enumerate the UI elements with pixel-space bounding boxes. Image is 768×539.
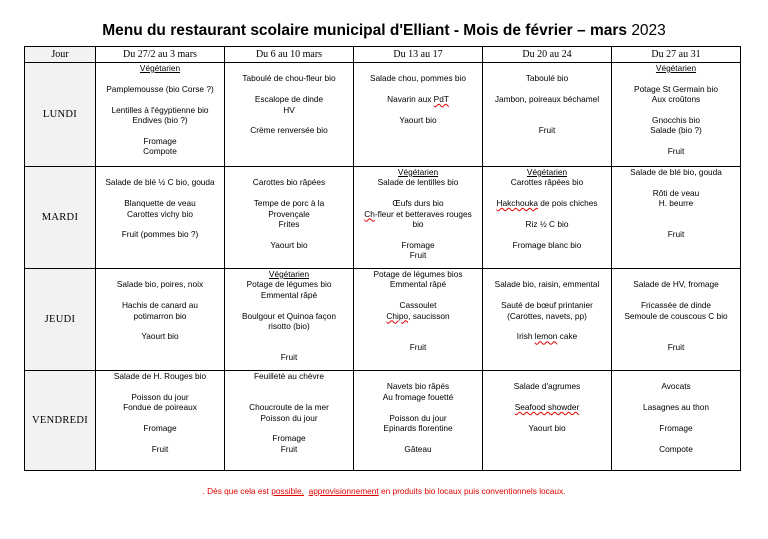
- menu-cell: [225, 269, 354, 371]
- menu-line: Semoule de couscous C bio: [624, 310, 728, 321]
- menu-line: H. beurre: [658, 198, 694, 209]
- footnote: [0, 486, 768, 496]
- menu-line: [225, 392, 353, 402]
- menu-line: [483, 392, 611, 402]
- menu-line: Gâteau: [404, 443, 432, 454]
- menu-line: [483, 63, 611, 73]
- menu-line: Fruit: [667, 341, 685, 352]
- menu-line: Compote: [659, 443, 693, 454]
- menu-line: Fruit: [280, 443, 298, 454]
- header-jour: Jour: [25, 47, 96, 63]
- menu-line: Salade d'agrumes: [513, 381, 581, 392]
- menu-line: Salade de H. Rouges bio: [113, 371, 207, 381]
- menu-line: Salade de lentilles bio: [377, 177, 459, 188]
- menu-line: [225, 381, 353, 391]
- menu-cell: [225, 63, 354, 167]
- menu-line: [612, 413, 740, 423]
- menu-line: Fruit: [409, 341, 427, 352]
- menu-line: [225, 331, 353, 341]
- menu-line: Fromage: [143, 423, 177, 433]
- menu-line: Crème renversée bio: [250, 125, 328, 136]
- menu-line: Carottes bio râpées: [252, 177, 326, 188]
- menu-cell: [225, 167, 354, 269]
- menu-line: [225, 423, 353, 433]
- day-row-jeudi: [25, 269, 741, 371]
- menu-line: [354, 371, 482, 381]
- menu-line: Irish lemon cake: [516, 331, 578, 342]
- menu-cell: [483, 63, 612, 167]
- menu-cell: [96, 63, 225, 167]
- header-week-2: Du 6 au 10 mars: [225, 47, 354, 63]
- menu-line: [225, 188, 353, 198]
- footnote-suffix: en produits bio locaux puis conventionnels locaux.: [378, 486, 566, 496]
- menu-line: Fruit: [280, 352, 298, 363]
- menu-line: [483, 84, 611, 94]
- menu-line: Salade (bio ?): [650, 125, 702, 136]
- menu-cell: [96, 269, 225, 371]
- menu-line: [354, 290, 482, 300]
- menu-line: Yaourt bio: [270, 239, 308, 250]
- menu-line: [612, 321, 740, 331]
- menu-line: Potage de légumes bio: [246, 279, 332, 290]
- menu-line: [96, 433, 224, 443]
- menu-cell: [612, 63, 741, 167]
- menu-line: Fruit: [667, 229, 685, 240]
- menu-line: Potage St Germain bio: [634, 83, 718, 94]
- menu-line: [612, 371, 740, 381]
- menu-line: [96, 188, 224, 198]
- menu-line: Carottes râpées bio: [510, 177, 584, 188]
- menu-line: Taboulé bio: [525, 73, 569, 84]
- menu-line: [612, 136, 740, 146]
- menu-line: Salade chou, pommes bio: [370, 73, 466, 84]
- menu-line: [225, 115, 353, 125]
- menu-line: Navarin aux PdT: [387, 94, 449, 105]
- menu-line: Fruit: [667, 146, 685, 157]
- menu-line: [612, 290, 740, 300]
- menu-line: Fromage: [272, 433, 306, 444]
- menu-line: [483, 105, 611, 115]
- menu-line: Potage de légumes bios: [373, 269, 463, 279]
- menu-cell: [612, 167, 741, 269]
- menu-line: Seafood showder: [514, 402, 580, 413]
- vegetarian-label: Végétarien: [268, 269, 310, 279]
- menu-line: [354, 229, 482, 239]
- day-label: LUNDI: [25, 63, 96, 167]
- menu-cell: [483, 167, 612, 269]
- menu-line: (Carottes, navets, pp): [507, 310, 587, 321]
- menu-line: [483, 229, 611, 239]
- menu-line: Poisson du jour: [389, 412, 447, 423]
- menu-line: [483, 290, 611, 300]
- menu-line: Tempe de porc à la: [253, 198, 325, 209]
- menu-line: risotto (bio): [268, 321, 310, 332]
- menu-cell: [96, 167, 225, 269]
- menu-line: Fruit: [151, 443, 169, 454]
- menu-line: bio: [412, 219, 424, 230]
- page-title: [0, 22, 768, 40]
- menu-line: [354, 402, 482, 412]
- menu-line: [612, 209, 740, 219]
- menu-line: Aux croûtons: [651, 94, 701, 105]
- menu-line: [612, 73, 740, 83]
- menu-line: [354, 188, 482, 198]
- menu-line: Frites: [278, 219, 300, 229]
- menu-line: Gnocchis bio: [652, 115, 700, 125]
- menu-line: [612, 177, 740, 187]
- menu-line: Emmental râpé: [389, 279, 447, 290]
- menu-line: [354, 321, 482, 331]
- title-year: 2023: [631, 22, 666, 39]
- menu-line: Provençale: [268, 208, 310, 219]
- menu-line: [483, 209, 611, 219]
- menu-line: Lasagnes au thon: [643, 402, 709, 413]
- footnote-prefix: . Dès que cela est: [202, 486, 272, 496]
- menu-line: [612, 219, 740, 229]
- menu-line: Compote: [143, 146, 177, 157]
- menu-line: Sauté de bœuf printanier: [501, 300, 593, 311]
- menu-line: [96, 269, 224, 279]
- menu-line: Poisson du jour: [260, 412, 318, 423]
- day-label: JEUDI: [25, 269, 96, 371]
- menu-line: Au fromage fouetté: [382, 391, 454, 402]
- menu-line: [225, 300, 353, 310]
- menu-line: Feuilleté au chèvre: [253, 371, 325, 381]
- menu-line: Rôti de veau: [652, 187, 700, 198]
- menu-cell: [483, 269, 612, 371]
- menu-line: [612, 269, 740, 279]
- menu-line: [96, 321, 224, 331]
- menu-line: [483, 188, 611, 198]
- menu-cell: [354, 371, 483, 471]
- menu-line: [225, 342, 353, 352]
- header-week-5: Du 27 au 31: [612, 47, 741, 63]
- menu-line: Fondue de poireaux: [123, 402, 197, 413]
- menu-line: [354, 63, 482, 73]
- menu-cell: [354, 269, 483, 371]
- menu-cell: [483, 371, 612, 471]
- menu-line: [483, 115, 611, 125]
- menu-line: Riz ½ C bio: [525, 219, 569, 229]
- menu-line: [96, 413, 224, 423]
- menu-line: Ch-fleur et betteraves rouges: [364, 208, 472, 219]
- menu-line: [96, 167, 224, 177]
- menu-line: Blanquette de veau: [124, 198, 196, 209]
- menu-line: Salade de blé ½ C bio, gouda: [105, 177, 215, 188]
- menu-line: [612, 331, 740, 341]
- menu-line: [96, 290, 224, 300]
- menu-line: Fruit: [409, 250, 427, 261]
- menu-line: Yaourt bio: [399, 114, 437, 125]
- header-week-3: Du 13 au 17: [354, 47, 483, 63]
- menu-line: Epinards florentine: [383, 423, 453, 433]
- menu-line: [354, 331, 482, 341]
- menu-line: Salade bio, raisin, emmental: [494, 279, 600, 290]
- menu-line: Lentilles à l'égyptienne bio: [111, 104, 209, 115]
- menu-line: potimarron bio: [133, 310, 187, 321]
- menu-line: Chipo, saucisson: [386, 310, 450, 321]
- footnote-possible: possible,: [271, 486, 304, 496]
- menu-line: [96, 73, 224, 83]
- menu-line: [612, 105, 740, 115]
- vegetarian-label: Végétarien: [526, 167, 568, 177]
- title-main: Menu du restaurant scolaire municipal d'Elliant - Mois de février – mars: [102, 22, 627, 39]
- menu-line: Emmental râpé: [260, 289, 318, 300]
- menu-line: [483, 413, 611, 423]
- header-week-1: Du 27/2 au 3 mars: [96, 47, 225, 63]
- menu-line: Fromage blanc bio: [512, 239, 582, 250]
- menu-line: [483, 371, 611, 381]
- menu-line: Fruit: [538, 125, 556, 136]
- menu-line: [483, 321, 611, 331]
- menu-line: HV: [283, 104, 295, 115]
- footnote-approvisionnement: approvisionnement: [308, 486, 379, 496]
- menu-line: [612, 392, 740, 402]
- menu-line: [96, 125, 224, 135]
- header-week-4: Du 20 au 24: [483, 47, 612, 63]
- menu-line: Taboulé de chou-fleur bio: [242, 73, 336, 84]
- vegetarian-label: Végétarien: [139, 63, 181, 73]
- menu-cell: [96, 371, 225, 471]
- menu-line: Boulgour et Quinoa façon: [241, 310, 337, 321]
- menu-line: Œufs durs bio: [392, 198, 444, 209]
- day-row-lundi: [25, 63, 741, 167]
- menu-line: Poisson du jour: [131, 391, 189, 402]
- menu-line: Fromage: [143, 135, 177, 146]
- menu-line: [612, 433, 740, 443]
- menu-line: Yaourt bio: [528, 422, 566, 433]
- menu-line: [225, 229, 353, 239]
- day-row-vendredi: [25, 371, 741, 471]
- menu-line: Avocats: [661, 381, 691, 392]
- menu-cell: [612, 371, 741, 471]
- menu-line: [483, 269, 611, 279]
- menu-line: [354, 84, 482, 94]
- menu-line: Salade bio, poires, noix: [116, 279, 204, 290]
- menu-line: [225, 167, 353, 177]
- menu-line: Hakchouka de pois chiches: [496, 198, 598, 209]
- menu-line: Endives (bio ?): [132, 115, 188, 125]
- menu-table: [24, 46, 741, 471]
- menu-line: Salade de blé bio, gouda: [630, 167, 722, 177]
- menu-line: Salade de HV, fromage: [633, 279, 719, 290]
- header-row: [25, 47, 741, 63]
- menu-line: [96, 381, 224, 391]
- menu-line: [225, 63, 353, 73]
- vegetarian-label: Végétarien: [397, 167, 439, 177]
- day-row-mardi: [25, 167, 741, 269]
- menu-line: Carottes vichy bio: [127, 208, 193, 219]
- menu-line: Fruit (pommes bio ?): [121, 229, 199, 240]
- menu-line: [96, 219, 224, 229]
- menu-line: Hachis de canard au: [121, 300, 199, 311]
- menu-line: Fromage: [401, 239, 435, 250]
- menu-line: Yaourt bio: [141, 331, 179, 342]
- menu-cell: [225, 371, 354, 471]
- menu-line: Choucroute de la mer: [249, 402, 329, 413]
- menu-line: [354, 433, 482, 443]
- menu-cell: [612, 269, 741, 371]
- menu-line: Pamplemousse (bio Corse ?): [106, 83, 214, 94]
- menu-line: Navets bio râpés: [386, 381, 450, 392]
- menu-line: [225, 84, 353, 94]
- menu-cell: [354, 167, 483, 269]
- vegetarian-label: Végétarien: [655, 63, 697, 73]
- menu-line: Jambon, poireaux béchamel: [494, 94, 600, 105]
- day-label: VENDREDI: [25, 371, 96, 471]
- menu-cell: [354, 63, 483, 167]
- menu-line: Fricassée de dinde: [640, 300, 712, 311]
- menu-line: Escalope de dinde: [254, 94, 324, 105]
- menu-line: [96, 94, 224, 104]
- menu-line: Cassoulet: [399, 300, 437, 311]
- menu-line: [354, 105, 482, 115]
- menu-line: Fromage: [659, 422, 693, 433]
- day-label: MARDI: [25, 167, 96, 269]
